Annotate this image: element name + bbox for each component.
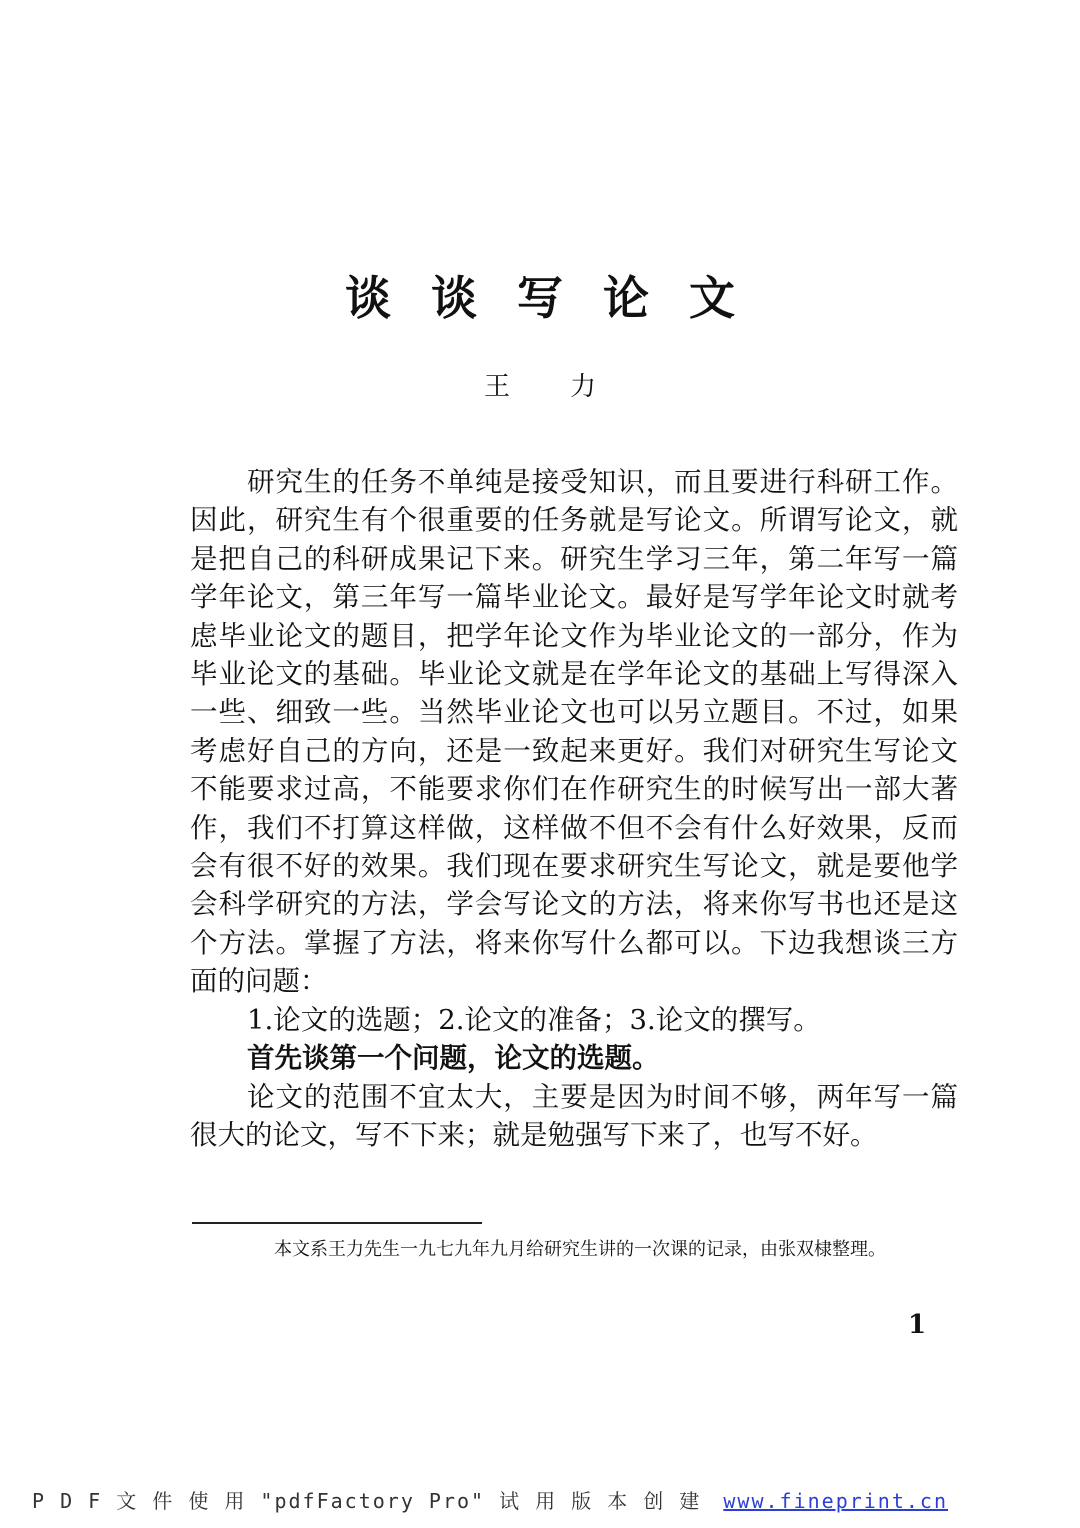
- author-name: 王力: [483, 372, 656, 402]
- body-text: [190, 463, 958, 1154]
- topics-list: 1.论文的选题；2.论文的准备；3.论文的撰写。: [247, 1003, 821, 1036]
- pdf-watermark: [32, 1485, 948, 1514]
- body-paragraph: 论文的范围不宜太大，主要是因为时间不够，两年写一篇很大的论文，写不下来；就是勉强写下来了，也写不好。: [190, 1080, 958, 1151]
- section-heading: 首先谈第一个问题，论文的选题。: [247, 1042, 660, 1075]
- footnote: 本文系王力先生一九七九年九月给研究生讲的一次课的记录，由张双棣整理。: [274, 1239, 886, 1260]
- watermark-link[interactable]: www.fineprint.cn: [723, 1489, 949, 1513]
- body-paragraph: 研究生的任务不单纯是接受知识，而且要进行科研工作。因此，研究生有个很重要的任务就是写论文。所谓写论文，就是把自己的科研成果记下来。研究生学习三年，第二年写一篇学年论文，第三年写一篇毕业论文。最好是写学年论文时就考虑毕业论文的题目，把学年论文作为毕业论文的一部分，作为毕业论文的基础。毕业论文就是在学年论文的基础上写得深入一些、细致一些。当然毕业论文也可以另立题目。不过，如果考虑好自己的方向，还是一致起来更好。我们对研究生写论文不能要求过高，不能要求你们在作研究生的时候写出一部大著作，我们不打算这样做，这样做不但不会有什么好效果，反而会有很不好的效果。我们现在要求研究生写论文，就是要他学会科学研究的方法，学会写论文的方法，将来你写书也还是这个方法。掌握了方法，将来你写什么都可以。下边我想谈三方面的问题：: [190, 466, 958, 998]
- document-title: 谈谈写论文: [345, 271, 775, 325]
- watermark-text: P D F 文 件 使 用 "pdfFactory Pro" 试 用 版 本 创 建: [32, 1489, 702, 1513]
- page-number: 1: [908, 1310, 927, 1340]
- footnote-divider: [192, 1222, 482, 1224]
